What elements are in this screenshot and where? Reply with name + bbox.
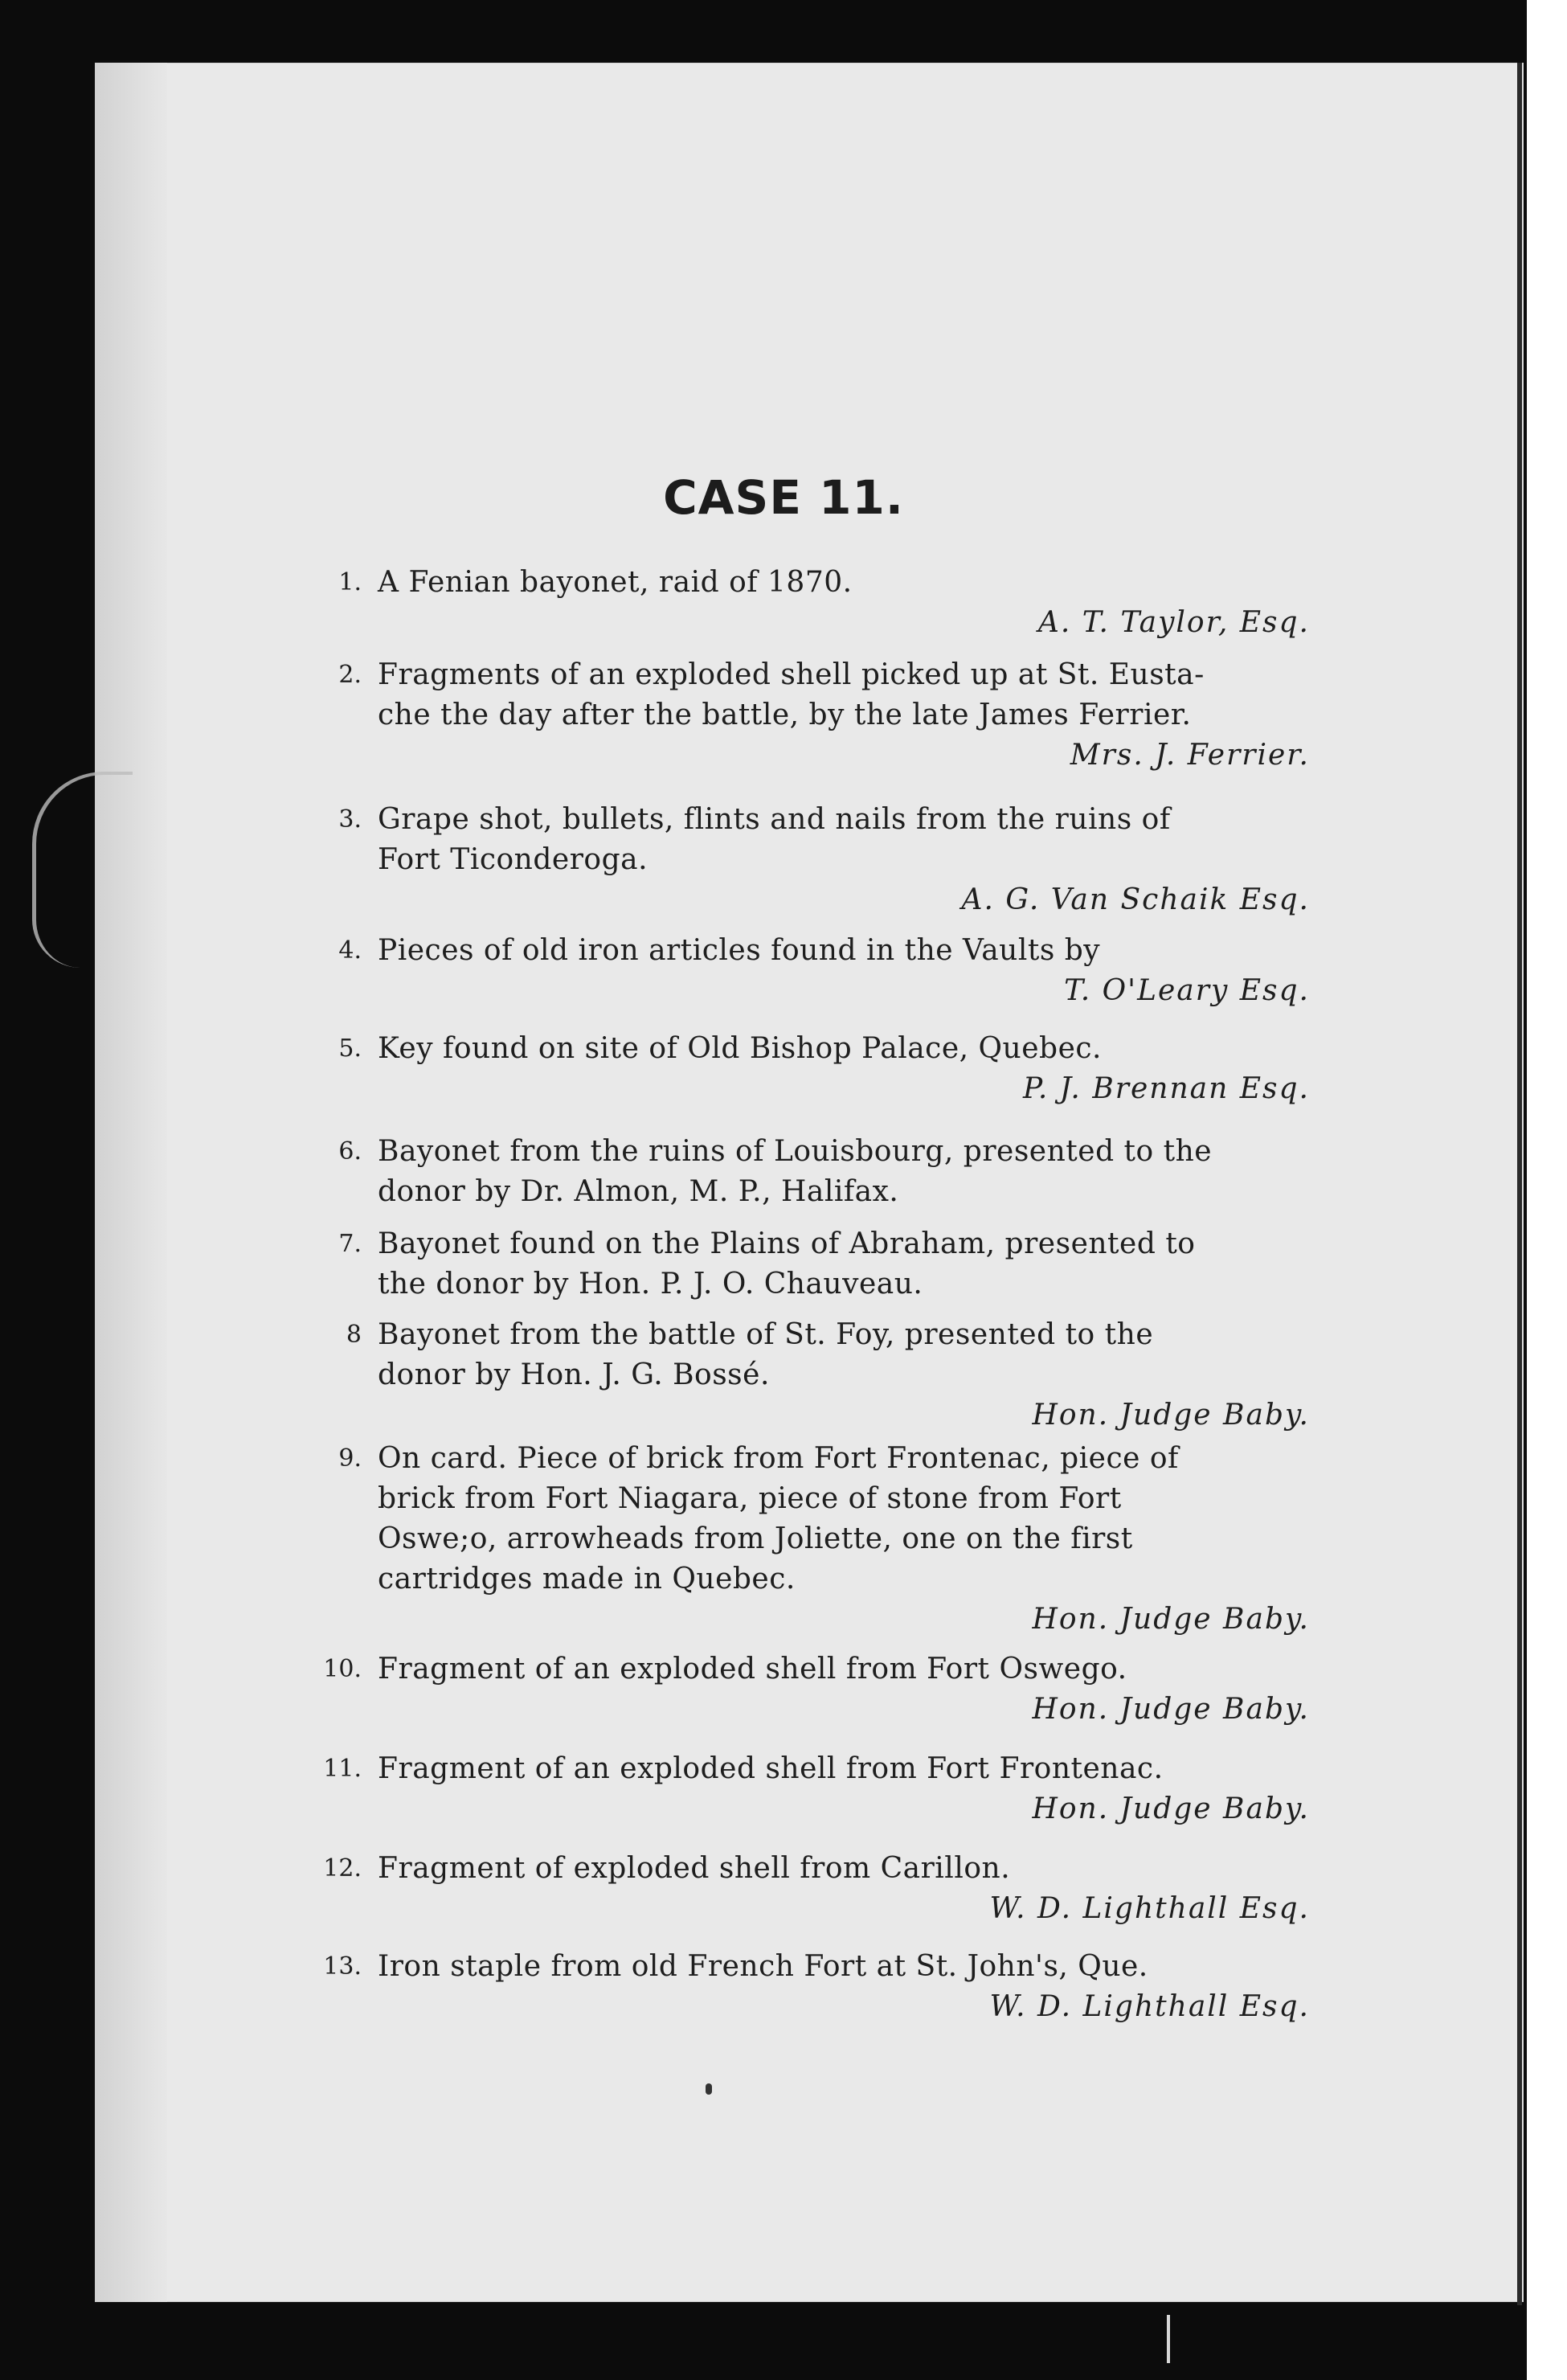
entry-number: 7. [338, 1230, 362, 1258]
entry-line: donor by Hon. J. G. Bossé. [378, 1358, 770, 1391]
entry-line: Fragment of an exploded shell from Fort Oswego. [378, 1653, 1127, 1686]
entry-line: Fort Ticonderoga. [378, 843, 648, 876]
entry-number: 12. [323, 1854, 362, 1882]
page-right-edge [1517, 63, 1522, 2305]
entry-number: 9. [338, 1444, 362, 1473]
ink-speck [706, 2083, 712, 2095]
entry-line: Fragment of exploded shell from Carillon. [378, 1852, 1011, 1885]
entry-donor: A. G. Van Schaik Esq. [961, 883, 1310, 916]
entry-donor: Hon. Judge Baby. [1032, 1693, 1310, 1726]
catalog-entry [338, 563, 1342, 643]
scan-right-margin [1527, 0, 1567, 2380]
catalog-entry [338, 1132, 1342, 1212]
entry-number: 5. [338, 1034, 362, 1063]
entry-number: 2. [338, 661, 362, 689]
entry-number: 6. [338, 1137, 362, 1165]
page-title: CASE 11. [663, 470, 904, 525]
catalog-entry [346, 1315, 1342, 1436]
entry-line: Bayonet from the ruins of Louisbourg, presented to the [378, 1135, 1213, 1168]
catalog-entry [323, 1947, 1342, 2027]
entry-line: Fragments of an exploded shell picked up at St. Eusta- [378, 658, 1205, 691]
catalog-entry [323, 1749, 1342, 1829]
entry-line: A Fenian bayonet, raid of 1870. [378, 566, 853, 599]
scan-bottom-tick [1167, 2315, 1170, 2363]
entry-line: Bayonet found on the Plains of Abraham, presented to [378, 1227, 1196, 1260]
entry-line: On card. Piece of brick from Fort Frontenac, piece of [378, 1442, 1179, 1475]
entry-number: 8 [346, 1321, 362, 1349]
entry-line: Pieces of old iron articles found in the Vaults by [378, 934, 1101, 967]
entry-donor: Hon. Judge Baby. [1032, 1603, 1310, 1636]
entry-line: Oswe;o, arrowheads from Joliette, one on the first [378, 1522, 1133, 1555]
entry-number: 10. [323, 1655, 362, 1683]
entry-number: 13. [323, 1952, 362, 1981]
catalog-entry [323, 1649, 1342, 1730]
entry-line: Iron staple from old French Fort at St. John's, Que. [378, 1950, 1148, 1983]
entry-donor: Hon. Judge Baby. [1032, 1792, 1310, 1825]
entry-number: 4. [338, 936, 362, 965]
page-gutter-shadow [95, 63, 167, 2302]
entry-line: Key found on site of Old Bishop Palace, Quebec. [378, 1032, 1102, 1065]
entry-donor: Mrs. J. Ferrier. [1070, 739, 1310, 772]
entry-line: Fragment of an exploded shell from Fort Frontenac. [378, 1752, 1164, 1785]
entry-donor: T. O'Leary Esq. [1064, 974, 1310, 1007]
entry-donor: A. T. Taylor, Esq. [1037, 606, 1310, 639]
catalog-entry [338, 800, 1342, 920]
catalog-entry [338, 1029, 1342, 1109]
entry-donor: P. J. Brennan Esq. [1022, 1072, 1310, 1105]
entry-donor: Hon. Judge Baby. [1032, 1399, 1310, 1432]
entry-number: 11. [323, 1755, 362, 1783]
catalog-entry [338, 931, 1342, 1011]
catalog-entry [338, 655, 1342, 776]
catalog-entry [323, 1849, 1342, 1929]
entry-line: Bayonet from the battle of St. Foy, presented to the [378, 1318, 1154, 1351]
entry-line: che the day after the battle, by the late James Ferrier. [378, 698, 1192, 731]
catalog-entry [338, 1439, 1342, 1640]
entry-line: Grape shot, bullets, flints and nails from the ruins of [378, 803, 1171, 836]
entry-number: 3. [338, 805, 362, 834]
catalog-entry [338, 1224, 1342, 1305]
page-curl-mark [32, 772, 133, 968]
entry-number: 1. [338, 568, 362, 596]
entry-line: donor by Dr. Almon, M. P., Halifax. [378, 1175, 899, 1208]
entry-donor: W. D. Lighthall Esq. [989, 1990, 1310, 2023]
entry-line: brick from Fort Niagara, piece of stone from Fort [378, 1482, 1122, 1515]
entry-line: the donor by Hon. P. J. O. Chauveau. [378, 1268, 923, 1301]
entry-donor: W. D. Lighthall Esq. [989, 1892, 1310, 1925]
entry-line: cartridges made in Quebec. [378, 1563, 796, 1596]
